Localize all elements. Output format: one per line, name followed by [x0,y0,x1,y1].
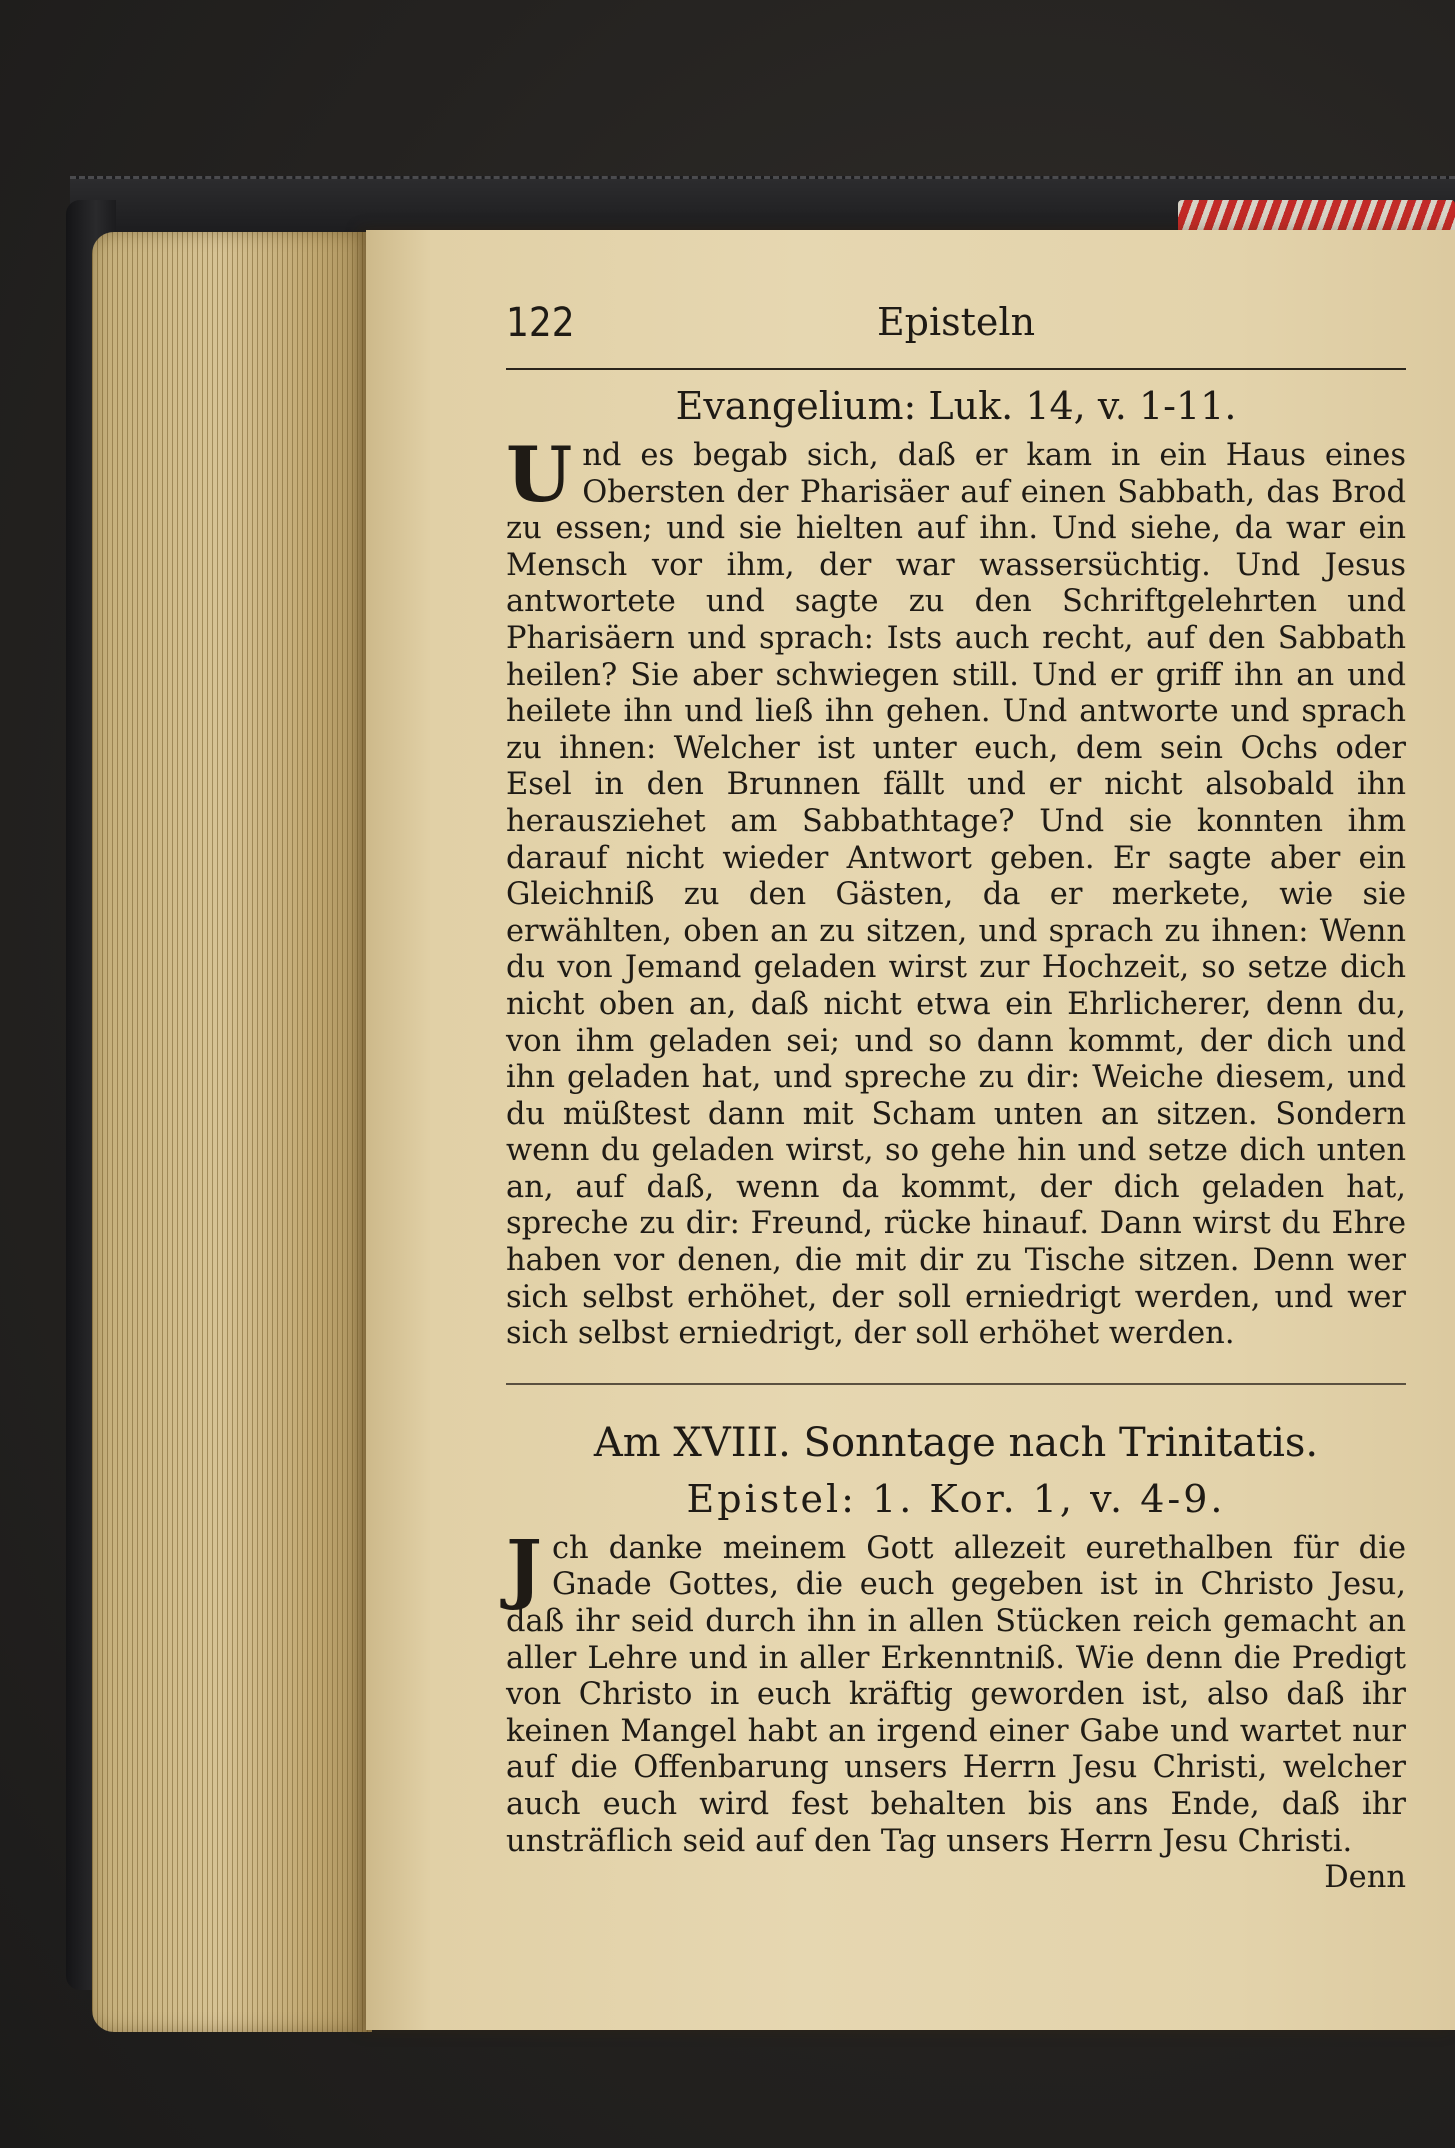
ribbon-bookmark [1178,200,1455,234]
gospel-body: nd es begab sich, daß er kam in ein Haus eines Obersten der Pharisäer auf einen Sabbath, das Brod zu essen; und sie hielten auf ihn. Und siehe, da war ein Mensch vor ihm, der war wassersüchtig. Und Jesus antwortete und sagte zu den Schriftgelehrten und Pharisäern und sprach: Ists auch recht, auf den Sabbath heilen? Sie aber schwiegen still. Und er griff ihn an und heilete ihn und ließ ihn gehen. Und antworte und sprach zu ihnen: Welcher ist unter euch, dem sein Ochs oder Esel in den Brunnen fällt und er nicht alsobald ihn herausziehet am Sabbathtage? Und sie konnten ihm darauf nicht wieder Antwort geben. Er sagte aber ein Gleichniß zu den Gästen, da er merkete, wie sie erwählten, oben an zu sitzen, und sprach zu ihnen: Wenn du von Jemand geladen wirst zur Hochzeit, so setze dich nicht oben an, daß nicht etwa ein Ehrlicherer, denn du, von ihm geladen sei; und so dann kommt, der dich und ihn geladen hat, und spreche zu dir: Weiche diesem, und du müßtest dann mit Scham unten an sitzen. Sondern wenn du geladen wirst, so gehe hin und setze dich unten an, auf daß, wenn da kommt, der dich geladen hat, spreche zu dir: Freund, rücke hinauf. Dann wirst du Ehre haben vor denen, die mit dir zu Tische sitzen. Denn wer sich selbst erhöhet, der soll erniedrigt werden, und wer sich selbst erniedrigt, der soll erhöhet werden. [506,438,1406,1352]
section-divider [506,1383,1406,1385]
catchword: Denn [1324,1860,1406,1896]
epistle-text [506,1522,1406,1860]
gospel-dropcap: U [506,430,573,519]
book-page [366,230,1455,2030]
page-stack-edges [92,232,372,2032]
page-number: 122 [506,300,575,346]
running-head [506,300,1406,360]
running-title: Episteln [876,300,1036,344]
page-text-block [506,300,1406,1896]
sunday-heading: Am XVIII. Sonntage nach Trinitatis. [593,1419,1319,1466]
epistle-body: ch danke meinem Gott allezeit eurethalben für die Gnade Gottes, die euch gegeben ist in Christo Jesu, daß ihr seid durch ihn in allen Stücken reich gemacht an aller Lehre und in aller Erkenntniß. Wie denn die Predigt von Christo in euch kräftig geworden ist, also daß ihr keinen Mangel habt an irgend einer Gabe und wartet nur auf die Offenbarung unsers Herrn Jesu Christi, welcher auch euch wird fest behalten bis ans Ende, daß ihr unsträflich seid auf den Tag unsers Herrn Jesu Christi. [506,1530,1406,1859]
epistle-dropcap: J [506,1522,542,1612]
header-rule [506,368,1406,370]
gospel-heading: Evangelium: Luk. 14, v. 1-11. [675,384,1237,428]
epistle-heading: Epistel: 1. Kor. 1, v. 4-9. [686,1476,1226,1521]
gospel-text [506,430,1406,1353]
